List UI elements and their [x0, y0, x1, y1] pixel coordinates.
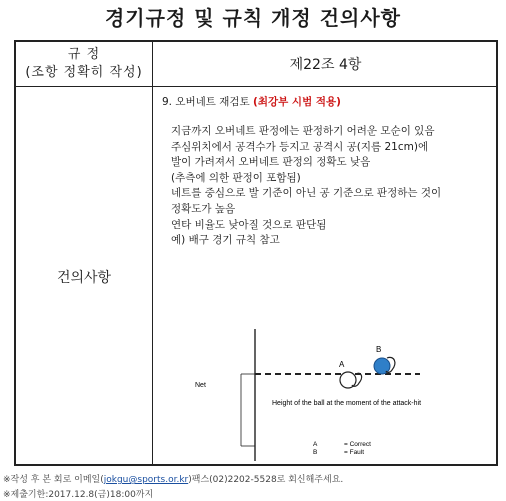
item-heading [162, 94, 341, 109]
label-a: A [339, 360, 345, 369]
header-left-label: 규 정 [67, 47, 101, 62]
item-line: 예) 배구 경기 규칙 참고 [171, 234, 280, 247]
proposal-table [14, 40, 498, 466]
net-label: Net [195, 382, 206, 389]
legend-b-value: = Fault [344, 449, 365, 456]
diagram-caption: Height of the ball at the moment of the attack-hit [272, 400, 422, 407]
ball-a [340, 372, 356, 388]
body-left-cell [16, 87, 152, 466]
item-line: (추측에 의한 판정이 포함됨) [171, 171, 301, 184]
net-diagram [175, 327, 475, 463]
suggestion-label: 건의사항 [56, 269, 112, 286]
item-title: 9. 오버네트 재검토 [162, 96, 254, 108]
header-left-sublabel: (조항 정확히 작성) [25, 65, 143, 80]
regulation-article: 제22조 4항 [289, 57, 362, 73]
item-line: 네트를 중심으로 발 기준이 아닌 공 기준으로 판정하는 것이 [171, 187, 442, 200]
header-left-cell [16, 42, 152, 86]
footer-note-deadline: ※제출기한:2017.12.8(금)18:00까지 [3, 490, 154, 500]
suggestion-content [153, 87, 498, 466]
ball-b [374, 358, 390, 374]
contact-email-link[interactable]: jokgu@sports.or.kr [103, 475, 189, 485]
header-right-cell [153, 42, 498, 86]
label-b: B [376, 345, 382, 354]
footer-text: ※작성 후 본 회로 이메일( [3, 475, 104, 485]
item-line: 발이 가려져서 오버네트 판정의 정확도 낮음 [171, 156, 371, 169]
legend-a-key: A [313, 441, 318, 448]
footer-note-email [3, 472, 343, 485]
footer-text: )팩스(02)2202-5528로 회신해주세요. [188, 475, 344, 485]
item-line: 정확도가 높음 [171, 202, 236, 215]
item-line: 연타 비율도 낮아질 것으로 판단됨 [171, 218, 327, 231]
item-line: 지금까지 오버네트 판정에는 판정하기 어려운 모순이 있음 [171, 125, 435, 137]
page-title: 경기규정 및 규칙 개정 건의사항 [104, 6, 401, 30]
item-highlight: (최강부 시범 적용) [253, 96, 341, 108]
item-line: 주심위치에서 공격수가 등지고 공격시 공(지름 21cm)에 [171, 140, 429, 153]
item-lines [171, 124, 497, 249]
legend-a-value: = Correct [344, 441, 371, 448]
legend-b-key: B [313, 449, 318, 456]
